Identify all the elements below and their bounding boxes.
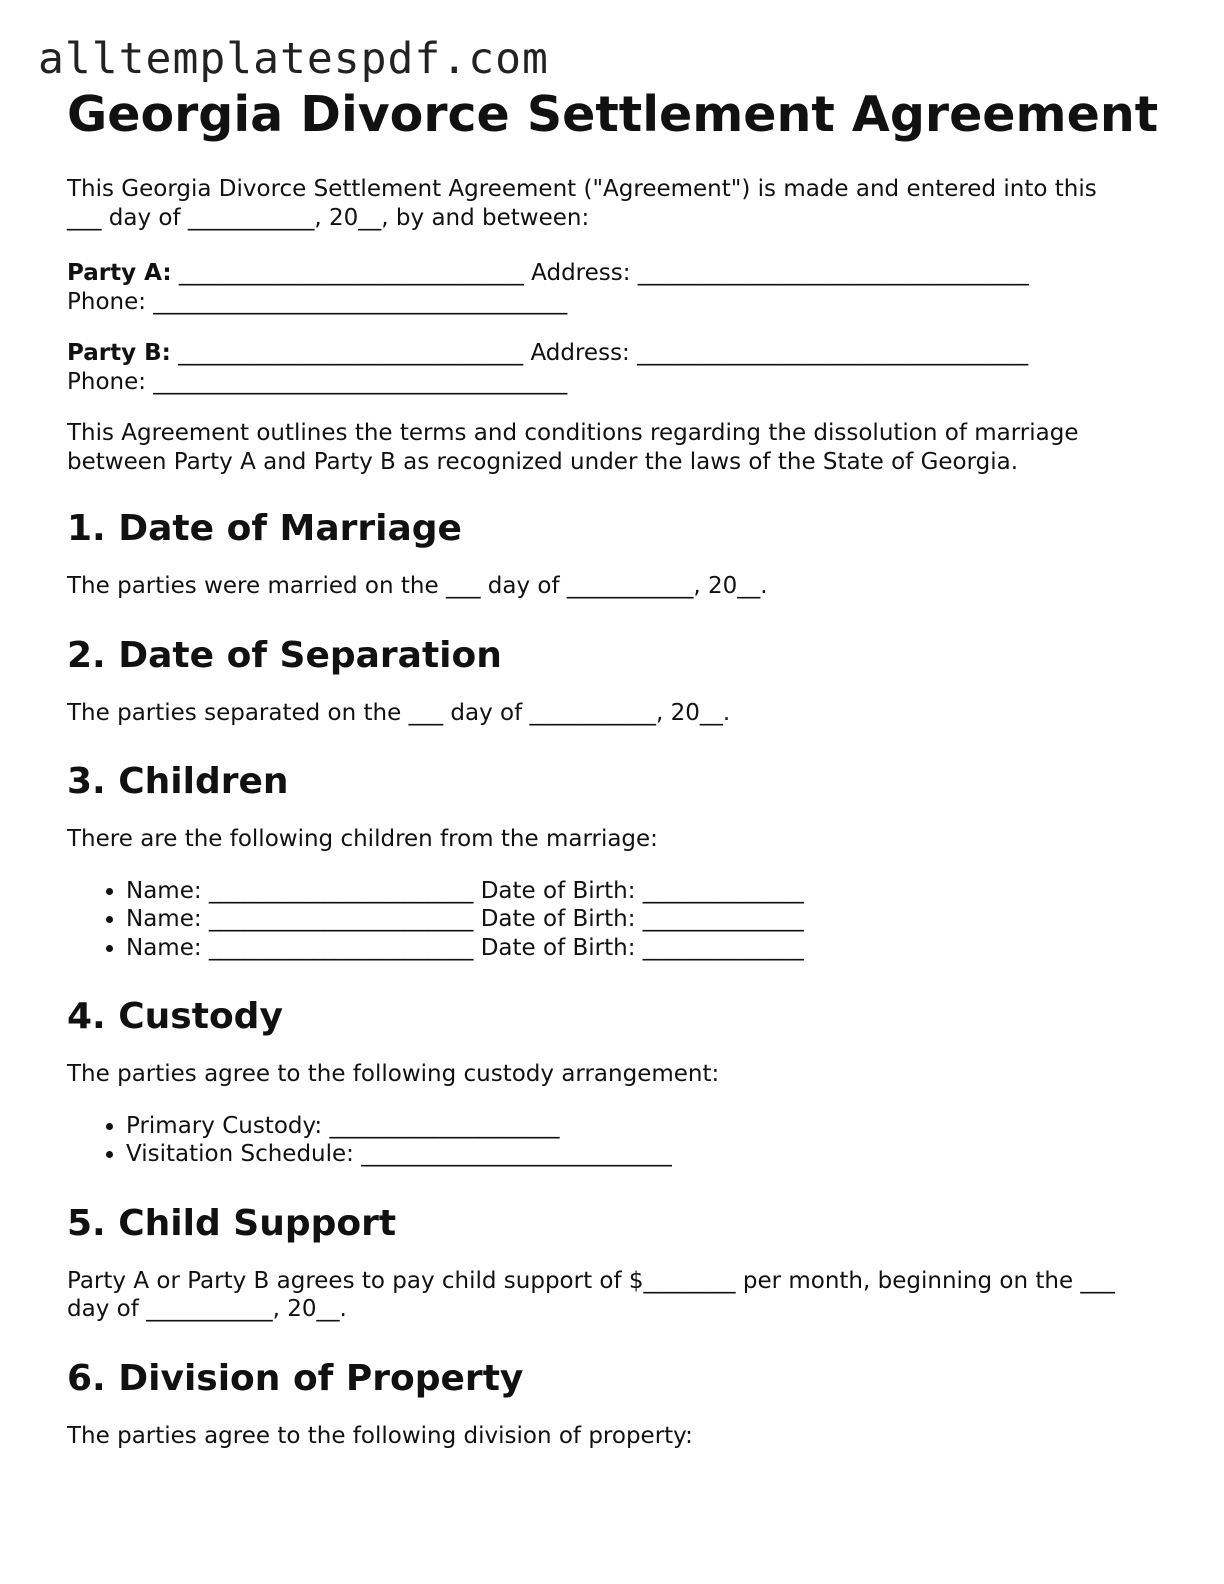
party-b-block xyxy=(67,339,1167,396)
section-heading-marriage: 1. Date of Marriage xyxy=(67,508,462,549)
intro-line-2: ___ day of ___________, 20__, by and between: xyxy=(67,204,590,231)
section-heading-property: 6. Division of Property xyxy=(67,1357,524,1399)
document-title: Georgia Divorce Settlement Agreement xyxy=(67,86,1159,143)
section-heading-custody: 4. Custody xyxy=(67,996,283,1037)
children-intro-text: There are the following children from the marriage: xyxy=(67,826,658,852)
document-page xyxy=(67,86,1167,1450)
purpose-line-2: between Party A and Party B as recognized under the laws of the State of Georgia. xyxy=(67,448,1019,475)
party-a-label: Party A: xyxy=(67,260,172,286)
purpose-paragraph xyxy=(67,419,1167,476)
visitation-schedule-field[interactable]: • Visitation Schedule: ___________________________ xyxy=(126,1140,1167,1169)
property-intro-text: The parties agree to the following division of property: xyxy=(67,1422,693,1449)
purpose-line-1: This Agreement outlines the terms and conditions regarding the dissolution of marriage xyxy=(67,420,1079,446)
party-b-name-field[interactable]: ______________________________ xyxy=(170,340,531,366)
marriage-date-field[interactable]: The parties were married on the ___ day of ___________, 20__. xyxy=(67,573,768,599)
children-list xyxy=(67,877,1167,963)
custody-list xyxy=(67,1112,1167,1169)
child-support-paragraph[interactable] xyxy=(67,1267,1167,1324)
intro-paragraph xyxy=(67,175,1167,232)
watermark: alltemplatespdf.com xyxy=(38,34,549,84)
section-heading-child-support: 5. Child Support xyxy=(67,1202,397,1244)
intro-line-1: This Georgia Divorce Settlement Agreement ("Agreement") is made and entered into this xyxy=(67,176,1097,202)
section-heading-separation: 2. Date of Separation xyxy=(67,634,502,676)
child-entry-field[interactable]: • Name: _______________________ Date of Birth: ______________ xyxy=(126,905,1167,934)
party-b-phone-field[interactable]: Phone: ____________________________________ xyxy=(67,368,568,395)
party-b-label: Party B: xyxy=(67,340,171,366)
party-a-address-field[interactable]: Address: __________________________________ xyxy=(531,260,1029,286)
child-entry-field[interactable]: • Name: _______________________ Date of Birth: ______________ xyxy=(126,934,1167,963)
child-support-line-2: day of ___________, 20__. xyxy=(67,1296,347,1322)
party-a-name-field[interactable]: ______________________________ xyxy=(171,260,532,286)
child-entry-field[interactable]: • Name: _______________________ Date of Birth: ______________ xyxy=(126,877,1167,906)
party-a-phone-field[interactable]: Phone: ____________________________________ xyxy=(67,288,568,315)
primary-custody-field[interactable]: • Primary Custody: ____________________ xyxy=(126,1112,1167,1141)
child-support-line-1: Party A or Party B agrees to pay child support of $________ per month, beginning on the ___ xyxy=(67,1267,1115,1294)
party-b-address-field[interactable]: Address: __________________________________ xyxy=(530,340,1029,366)
separation-date-field[interactable]: The parties separated on the ___ day of ___________, 20__. xyxy=(67,699,731,726)
party-a-block xyxy=(67,259,1167,316)
custody-intro-text: The parties agree to the following custody arrangement: xyxy=(67,1061,720,1087)
section-heading-children: 3. Children xyxy=(67,761,289,802)
